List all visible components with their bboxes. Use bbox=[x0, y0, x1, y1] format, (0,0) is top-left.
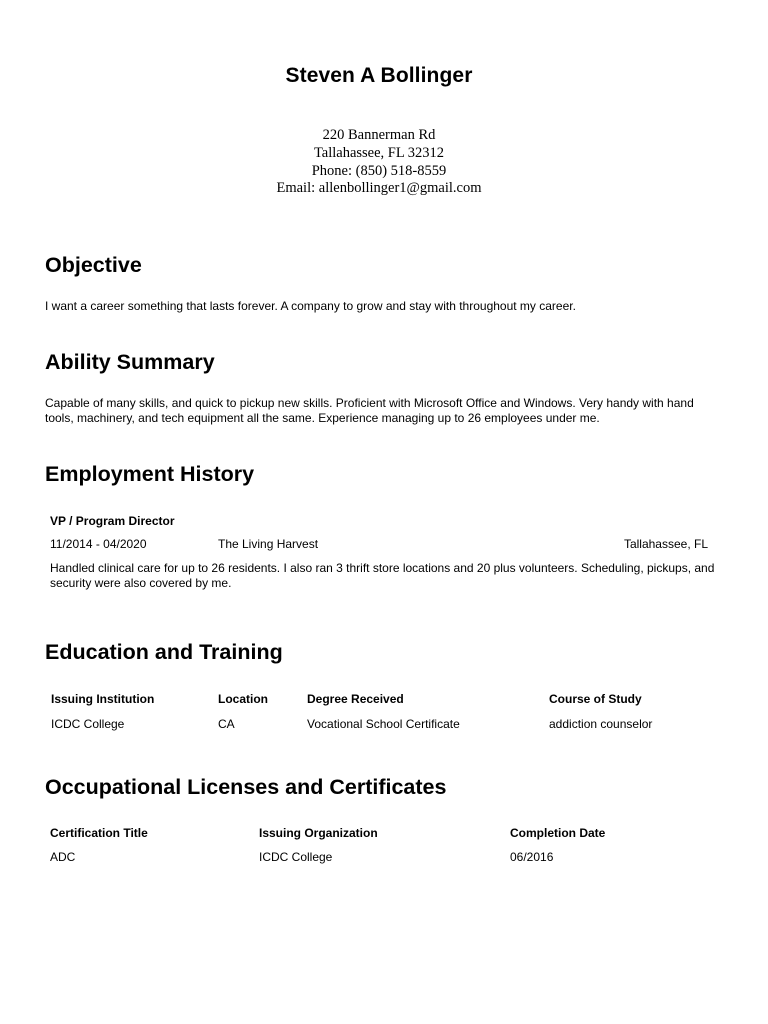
license-title: ADC bbox=[50, 850, 76, 864]
education-header-course: Course of Study bbox=[549, 692, 642, 706]
education-course: addiction counselor bbox=[549, 717, 653, 731]
education-location: CA bbox=[218, 717, 235, 731]
licenses-header-organization: Issuing Organization bbox=[259, 826, 378, 840]
licenses-heading: Occupational Licenses and Certificates bbox=[45, 775, 447, 799]
education-heading: Education and Training bbox=[45, 640, 283, 664]
education-degree: Vocational School Certificate bbox=[307, 717, 460, 731]
candidate-name: Steven A Bollinger bbox=[285, 64, 473, 87]
contact-block bbox=[0, 127, 758, 198]
address-line-2: Tallahassee, FL 32312 bbox=[313, 144, 445, 161]
ability-summary-text: Capable of many skills, and quick to pickup new skills. Proficient with Microsoft Office and Windows. Very handy with hand tools, machinery, and tech equipment all the same. Experience managing up to 26 employees under me. bbox=[45, 396, 694, 425]
education-header-degree: Degree Received bbox=[307, 692, 404, 706]
email-line: Email: allenbollinger1@gmail.com bbox=[276, 180, 482, 197]
objective-heading: Objective bbox=[45, 253, 142, 277]
education-header-location: Location bbox=[218, 692, 268, 706]
job-position: VP / Program Director bbox=[50, 514, 175, 528]
license-organization: ICDC College bbox=[259, 850, 333, 864]
job-location: Tallahassee, FL bbox=[623, 537, 708, 551]
licenses-header-title: Certification Title bbox=[50, 826, 148, 840]
employment-history-heading: Employment History bbox=[45, 462, 255, 486]
address-line-1: 220 Bannerman Rd bbox=[322, 127, 436, 143]
ability-summary-heading: Ability Summary bbox=[45, 350, 215, 374]
phone-line: Phone: (850) 518-8559 bbox=[311, 162, 447, 179]
job-dates: 11/2014 - 04/2020 bbox=[50, 537, 147, 551]
job-description: Handled clinical care for up to 26 residents. I also ran 3 thrift store locations and 20 plus volunteers. Scheduling, pickups, and security were also covered by me. bbox=[50, 561, 715, 590]
licenses-header-date: Completion Date bbox=[510, 826, 606, 840]
education-institution: ICDC College bbox=[51, 717, 125, 731]
education-header-institution: Issuing Institution bbox=[51, 692, 155, 706]
job-employer: The Living Harvest bbox=[218, 537, 319, 551]
license-date: 06/2016 bbox=[510, 850, 554, 864]
objective-text: I want a career something that lasts forever. A company to grow and stay with throughout my career. bbox=[45, 299, 576, 313]
